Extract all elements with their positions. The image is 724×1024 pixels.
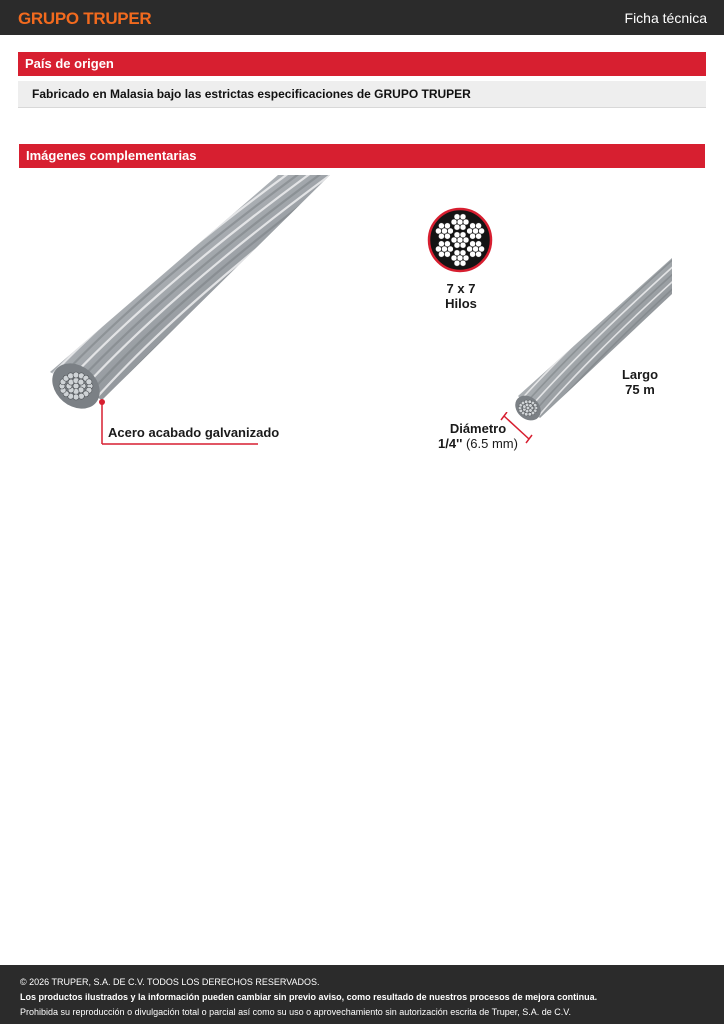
strand-wire [444, 233, 450, 239]
wire-end [73, 383, 79, 389]
diameter-title: Diámetro [449, 421, 507, 436]
wire-end [86, 379, 92, 385]
images-section-title: Imágenes complementarias [19, 144, 705, 168]
strands-unit: Hilos [445, 296, 477, 311]
document-type-label: Ficha técnica [624, 10, 707, 26]
brand-logo: GRUPO TRUPER [18, 9, 152, 28]
cable-strand-line [315, 172, 340, 412]
steel-cable-image [506, 256, 676, 431]
origin-text: Fabricado en Malasia bajo las estrictas especificaciones de GRUPO TRUPER [18, 81, 706, 108]
strand-wire [444, 251, 450, 257]
strand-wire [460, 214, 466, 220]
length-label [620, 367, 660, 397]
strand-wire [476, 241, 482, 247]
strand-wire [460, 224, 466, 230]
strand-wire [460, 260, 466, 266]
page-footer [0, 965, 724, 1024]
strand-wire [438, 223, 444, 229]
strand-wire [454, 250, 460, 256]
strand-wire [476, 251, 482, 257]
wire-end [78, 379, 84, 385]
wire-end [68, 373, 74, 379]
diameter-mm: (6.5 mm) [465, 436, 518, 451]
strand-wire [438, 241, 444, 247]
strand-wire [460, 242, 466, 248]
origin-section-title: País de origen [18, 52, 706, 76]
strand-wire [454, 214, 460, 220]
page-header [0, 0, 724, 35]
strand-wire [476, 223, 482, 229]
length-value: 75 m [625, 382, 655, 397]
wire-end [78, 393, 84, 399]
change-notice-text: Los productos ilustrados y la información pueden cambiar sin previo aviso, como resultado de nuestros procesos de mejora continua. [20, 992, 598, 1002]
cable-strand-line [337, 172, 340, 412]
wire-end [524, 400, 528, 404]
strand-wire [444, 241, 450, 247]
cable-strand-line [304, 172, 340, 412]
strand-wire [470, 241, 476, 247]
cable-cross-section-icon [427, 207, 493, 273]
strand-wire [454, 232, 460, 238]
wire-end [533, 403, 537, 407]
strand-wire [444, 223, 450, 229]
wire-end [73, 394, 79, 400]
legal-text: Prohibida su reproducción o divulgación total o parcial así como su uso o aprovechamiento sin autorización escrita de Truper, S.A. de C.V. [20, 1007, 571, 1017]
cable-strand-line [95, 172, 340, 412]
strands-label [440, 281, 482, 311]
cable-strand-line [674, 256, 676, 431]
length-title: Largo [621, 367, 659, 382]
strands-count: 7 x 7 [446, 281, 476, 296]
diameter-measure [436, 436, 520, 451]
wire-end [73, 372, 79, 378]
diameter-label [436, 421, 520, 451]
strand-wire [476, 233, 482, 239]
strand-wire [460, 250, 466, 256]
finish-label: Acero acabado galvanizado [108, 425, 280, 440]
cable-strand-line [326, 172, 340, 412]
callout-marker-icon [96, 398, 262, 448]
cable-strand-line [106, 172, 340, 412]
strand-wire [470, 223, 476, 229]
strand-wire [460, 232, 466, 238]
cable-strand-line [293, 172, 340, 412]
copyright-text: © 2026 TRUPER, S.A. DE C.V. TODOS LOS DERECHOS RESERVADOS. [20, 977, 320, 987]
diameter-fraction: 1/4'' [438, 436, 463, 451]
